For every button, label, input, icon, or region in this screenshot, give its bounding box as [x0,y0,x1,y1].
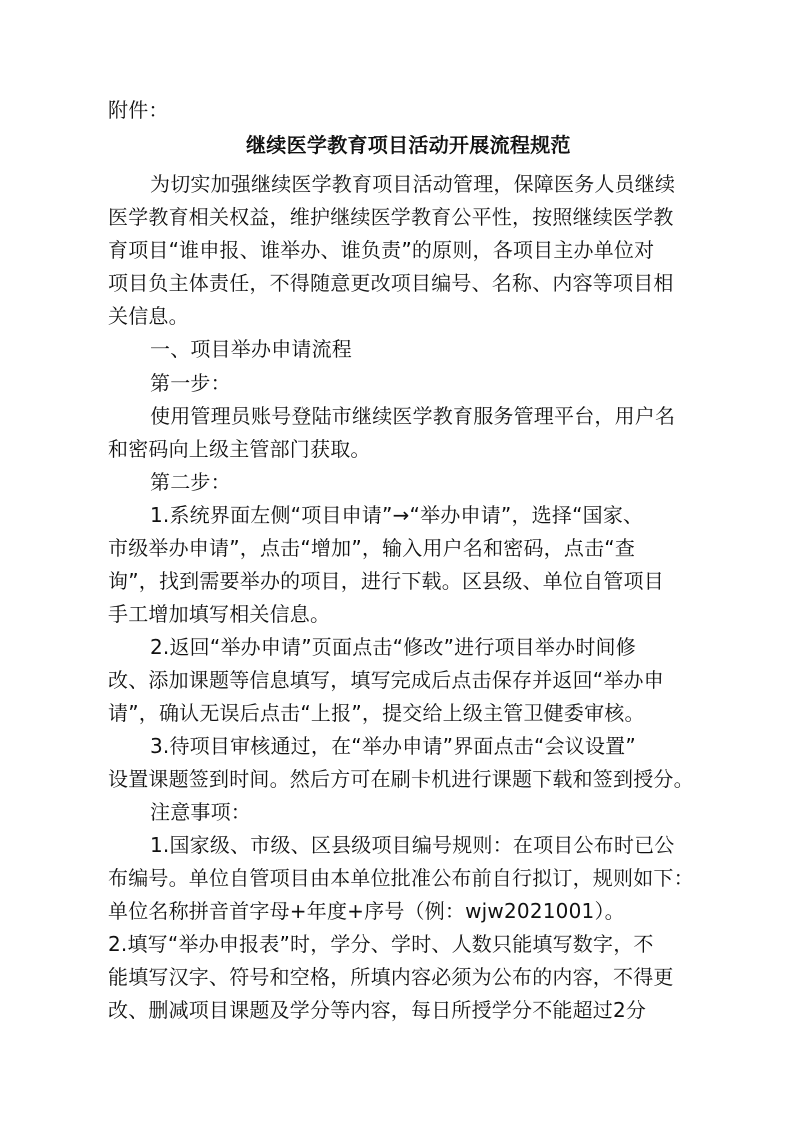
intro-line-2: 医学教育相关权益，维护继续医学教育公平性，按照继续医学教 [108,205,674,229]
step2-item1-line-1: 1.系统界面左侧“项目申请”→“举办申请”，选择“国家、 [150,503,644,527]
step2-item3-line-1: 3.待项目审核通过，在“举办申请”界面点击“会议设置” [150,734,636,758]
document-title: 继续医学教育项目活动开展流程规范 [246,133,571,157]
step2-item1-line-4: 手工增加填写相关信息。 [108,602,331,626]
notes-label: 注意事项： [150,800,251,824]
note1-line-1: 1.国家级、市级、区县级项目编号规则：在项目公布时已公 [150,833,675,857]
step2-item2-line-1: 2.返回“举办申请”页面点击“修改”进行项目举办时间修 [150,635,636,659]
note2-line-1: 2.填写“举办申报表”时，学分、学时、人数只能填写数字，不 [108,932,654,956]
step2-item2-line-3: 请”，确认无误后点击“上报”，提交给上级主管卫健委审核。 [108,701,645,725]
step1-line-2: 和密码向上级主管部门获取。 [108,437,371,461]
step2-item1-line-2: 市级举办申请”，点击“增加”，输入用户名和密码，点击“查 [108,536,636,560]
note2-line-2: 能填写汉字、符号和空格，所填内容必须为公布的内容，不得更 [108,965,674,989]
step2-label: 第二步： [150,470,231,494]
intro-line-5: 关信息。 [108,304,189,328]
intro-line-3: 育项目“谁申报、谁举办、谁负责”的原则，各项目主办单位对 [108,238,655,262]
note2-line-3: 改、删减项目课题及学分等内容，每日所授学分不能超过2分 [108,998,647,1022]
step2-item3-line-2: 设置课题签到时间。然后方可在刷卡机进行课题下载和签到授分。 [108,767,694,791]
step2-item1-line-3: 询”，找到需要举办的项目，进行下载。区县级、单位自管项目 [108,569,664,593]
note1-line-2: 布编号。单位自管项目由本单位批准公布前自行拟订，规则如下： [108,866,694,890]
attachment-label: 附件： [108,98,169,122]
note1-line-3: 单位名称拼音首字母+年度+序号（例：wjw2021001）。 [108,899,625,923]
step1-line-1: 使用管理员账号登陆市继续医学教育服务管理平台，用户名 [150,404,676,428]
step1-label: 第一步： [150,371,231,395]
intro-line-1: 为切实加强继续医学教育项目活动管理，保障医务人员继续 [150,172,676,196]
step2-item2-line-2: 改、添加课题等信息填写，填写完成后点击保存并返回“举办申 [108,668,664,692]
section-heading: 一、项目举办申请流程 [150,337,352,361]
intro-line-4: 项目负主体责任，不得随意更改项目编号、名称、内容等项目相 [108,271,674,295]
